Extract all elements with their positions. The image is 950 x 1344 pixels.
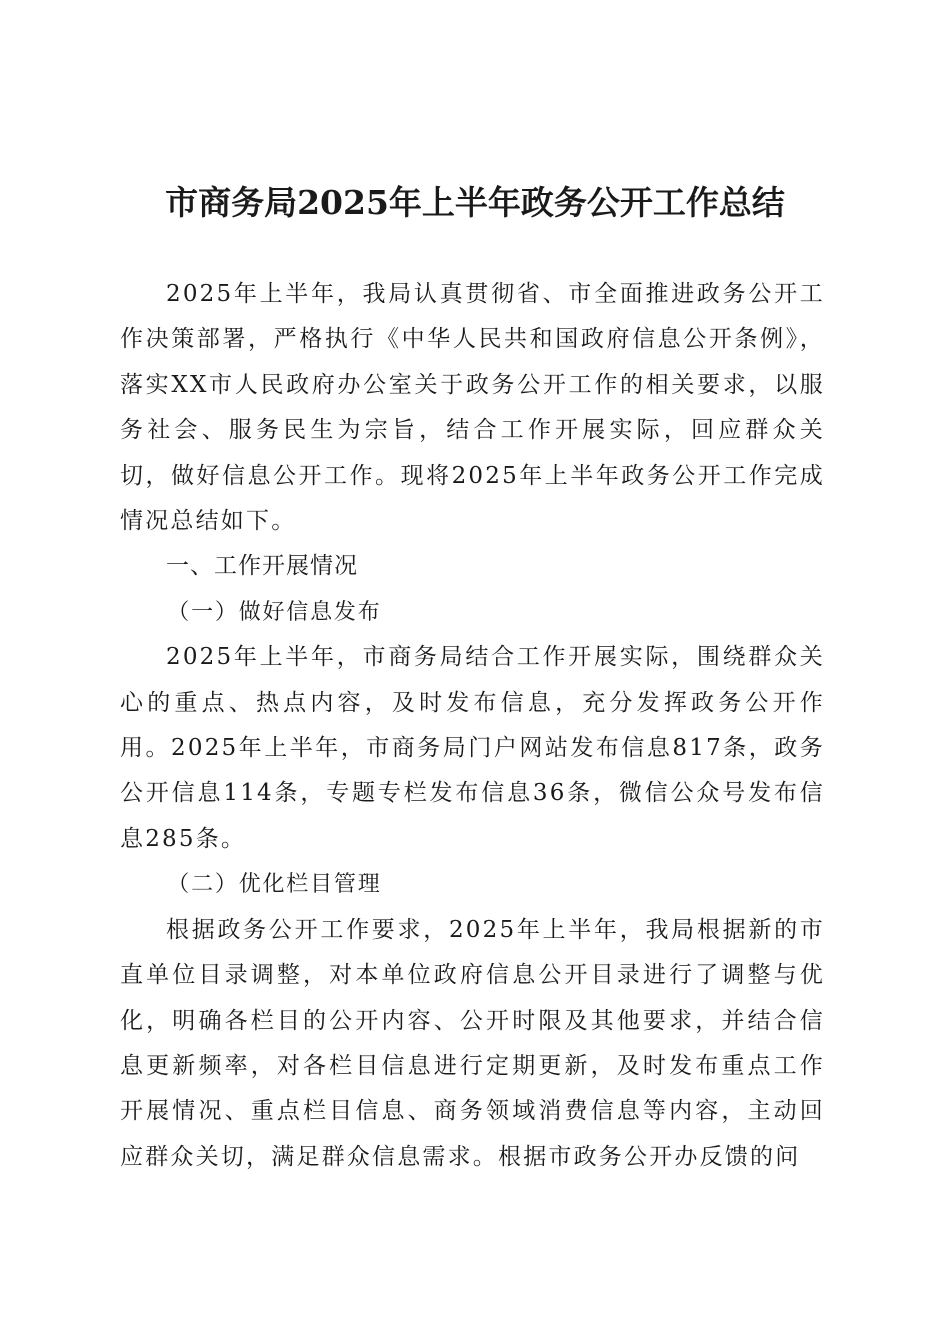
subsection-heading-information-release: （一）做好信息发布 [167, 599, 382, 625]
document-body [120, 272, 825, 1180]
document-title: 市商务局2025年上半年政务公开工作总结 [165, 183, 785, 222]
intro-paragraph: 2025年上半年，我局认真贯彻省、市全面推进政务公开工作决策部署，严格执行《中华人民共和国政府信息公开条例》，落实XX市人民政府办公室关于政务公开工作的相关要求，以服务社会、服务民生为宗旨，结合工作开展实际，回应群众关切，做好信息公开工作。现将2025年上半年政务公开工作完成情况总结如下。 [120, 281, 825, 535]
column-management-paragraph: 根据政务公开工作要求，2025年上半年，我局根据新的市直单位目录调整，对本单位政府信息公开目录进行了调整与优化，明确各栏目的公开内容、公开时限及其他要求，并结合信息更新频率，对各栏目信息进行定期更新，及时发布重点工作开展情况、重点栏目信息、商务领域消费信息等内容，主动回应群众关切，满足群众信息需求。根据市政务公开办反馈的问 [120, 916, 825, 1170]
information-release-paragraph: 2025年上半年，市商务局结合工作开展实际，围绕群众关心的重点、热点内容，及时发布信息，充分发挥政务公开作用。2025年上半年，市商务局门户网站发布信息817条，政务公开信息114条，专题专栏发布信息36条，微信公众号发布信息285条。 [120, 644, 825, 852]
section-heading-work-progress: 一、工作开展情况 [166, 553, 358, 580]
subsection-heading-column-management: （二）优化栏目管理 [167, 872, 382, 898]
